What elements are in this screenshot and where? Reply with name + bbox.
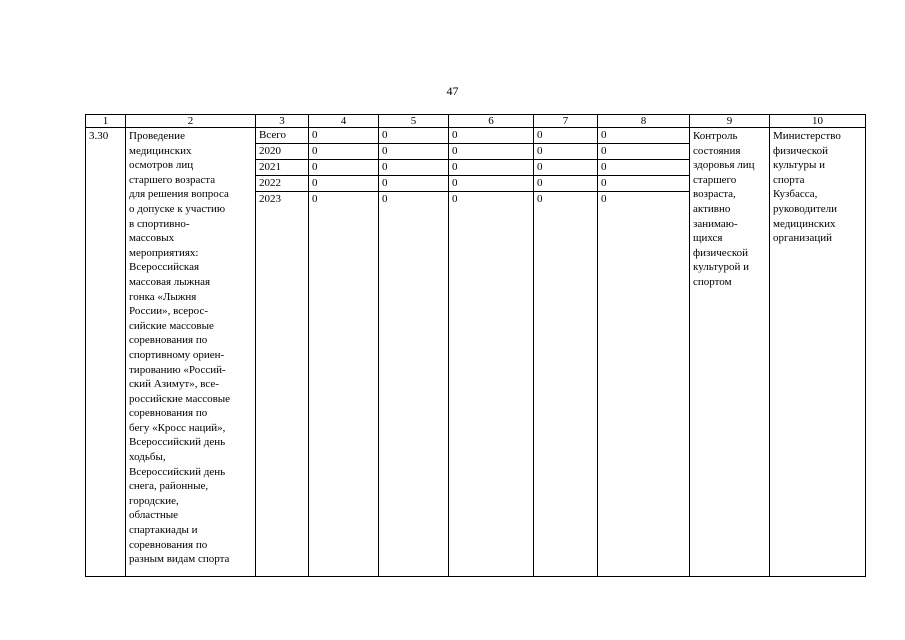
value: 0 (534, 144, 597, 160)
column-number: 3 (256, 115, 309, 128)
value: 0 (379, 144, 448, 160)
value: 0 (309, 176, 378, 192)
column-number: 2 (126, 115, 256, 128)
col5-cell (379, 128, 449, 577)
row-number: 3.30 (86, 128, 126, 577)
col8-cell (598, 128, 690, 577)
value: 0 (449, 144, 533, 160)
column-number: 7 (534, 115, 598, 128)
value: 0 (382, 193, 388, 205)
value: 0 (598, 176, 689, 192)
col6-cell (449, 128, 534, 577)
page-number: 47 (446, 84, 459, 98)
value: 0 (534, 160, 597, 176)
value: 0 (534, 128, 597, 144)
col7-cell (534, 128, 598, 577)
value: 0 (598, 144, 689, 160)
column-number: 4 (309, 115, 379, 128)
value: 0 (309, 144, 378, 160)
column-number: 9 (690, 115, 770, 128)
value: 0 (452, 193, 458, 205)
activity-description: Проведение медицинских осмотров лиц старшего возраста для решения вопроса о допуске к участию в спортивно- массовых мероприятиях: Всероссийская массовая лыжная гонка «Лыжня России», всерос- сийские массовые соревнования по спортивному ориен- тированию «Россий- ский Азимут», все- российские массовые соревнования по бегу «Кросс наций», Всероссийский день ходьбы, Всероссийский день снега, районные, городские, областные спартакиады и соревнования по разным видам спорта (126, 128, 256, 577)
period-label: Всего (256, 128, 308, 144)
column-number: 8 (598, 115, 690, 128)
col4-cell (309, 128, 379, 577)
indicator-text: Контроль состояния здоровья лиц старшего возраста, активно занимаю- щихся физической культурой и спортом (690, 128, 770, 577)
column-number-row (86, 115, 866, 128)
table-row (86, 128, 866, 577)
period-label: 2023 (259, 193, 281, 205)
value: 0 (601, 193, 607, 205)
value: 0 (379, 176, 448, 192)
column-number: 5 (379, 115, 449, 128)
value: 0 (379, 160, 448, 176)
value: 0 (449, 128, 533, 144)
value: 0 (598, 160, 689, 176)
value: 0 (449, 176, 533, 192)
value: 0 (598, 128, 689, 144)
value: 0 (312, 193, 318, 205)
value: 0 (534, 176, 597, 192)
value: 0 (309, 160, 378, 176)
period-label: 2020 (256, 144, 308, 160)
period-label: 2022 (256, 176, 308, 192)
column-number: 1 (86, 115, 126, 128)
value: 0 (379, 128, 448, 144)
program-table (85, 114, 866, 577)
column-number: 6 (449, 115, 534, 128)
value: 0 (309, 128, 378, 144)
value: 0 (449, 160, 533, 176)
column-number: 10 (770, 115, 866, 128)
executor-text: Министерство физической культуры и спорта Кузбасса, руководители медицинских организаций (770, 128, 866, 577)
period-cell (256, 128, 309, 577)
period-label: 2021 (256, 160, 308, 176)
value: 0 (537, 193, 543, 205)
